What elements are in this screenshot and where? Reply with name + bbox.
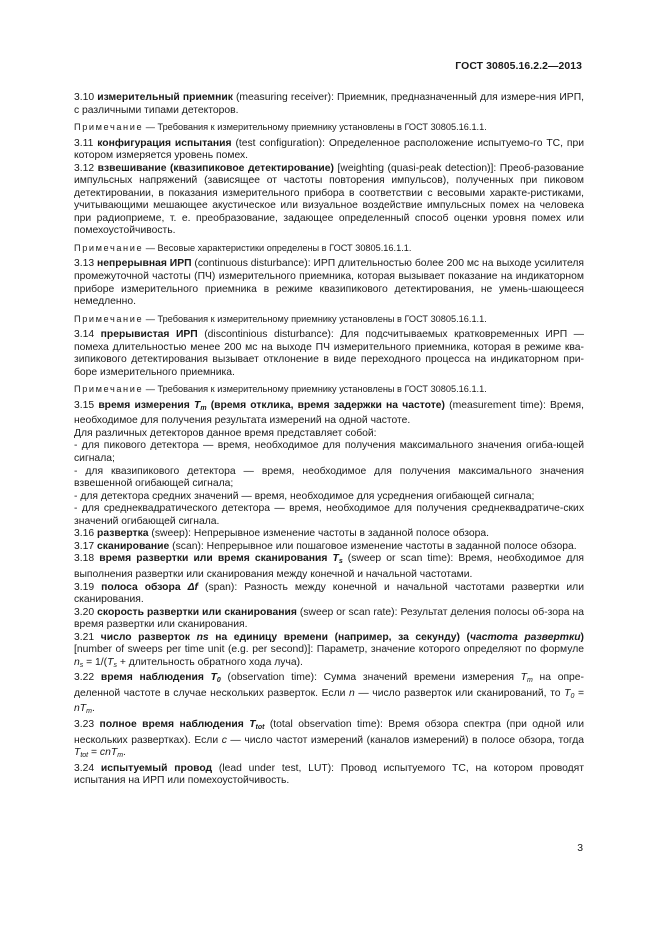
term: сканирование bbox=[97, 540, 170, 552]
section-3-19 bbox=[74, 582, 584, 607]
term: время развертки или время сканирования bbox=[99, 553, 333, 565]
note-label: Примечание bbox=[74, 122, 144, 133]
section-number: 3.11 bbox=[74, 137, 94, 149]
section-3-15 bbox=[74, 400, 584, 428]
term: на единицу времени (например, за секунду) ( bbox=[208, 631, 470, 643]
definition-text: (sweep or scan time): Время, необходимое для выполнения развертки или сканирования между конечной и начальной частотами. bbox=[74, 553, 584, 580]
note bbox=[74, 384, 584, 396]
symbol-subscript: m bbox=[200, 404, 207, 412]
note-label: Примечание bbox=[74, 242, 144, 253]
definition-text: на опре-деленной частоте в случае нескольких разверток. Если bbox=[74, 672, 584, 699]
formula-var: T bbox=[79, 703, 87, 715]
formula-var: cn bbox=[99, 747, 111, 759]
note bbox=[74, 243, 584, 255]
section-number: 3.23 bbox=[74, 718, 95, 730]
definition-text: (total observation time): Время обзора спектра (при одной или нескольких развертках). Если bbox=[74, 718, 584, 746]
section-number: 3.18 bbox=[74, 553, 95, 565]
term: время измерения bbox=[98, 399, 194, 411]
section-3-10 bbox=[74, 92, 584, 117]
definition-text: (sweep or scan rate): Результат деления полосы об-зора на время развертки или сканирования. bbox=[74, 606, 584, 631]
symbol: T bbox=[193, 399, 201, 411]
formula-var: T bbox=[74, 747, 81, 759]
section-number: 3.16 bbox=[74, 528, 95, 540]
term-synonym: частота развертки bbox=[469, 631, 581, 643]
formula-op: = 1/( bbox=[83, 656, 108, 668]
note-text: — Требования к измерительному приемнику установлены в ГОСТ 30805.16.1.1. bbox=[143, 384, 487, 395]
term: полоса обзора bbox=[101, 581, 188, 593]
definition-text: (observation time): Сумма значений времени измерения bbox=[220, 672, 521, 684]
note-text: — Весовые характеристики определены в ГОСТ 30805.16.1.1. bbox=[143, 242, 412, 253]
formula-op: = bbox=[574, 687, 584, 699]
formula-subscript: s bbox=[113, 661, 117, 669]
note-text: — Требования к измерительному приемнику установлены в ГОСТ 30805.16.1.1. bbox=[143, 313, 487, 324]
definition-text: (measurement time): Время, необходимое для получения результата измерений на одной частоте. bbox=[74, 399, 585, 427]
formula-var: n bbox=[74, 656, 80, 668]
section-number: 3.13 bbox=[74, 258, 95, 270]
definition-text: (discontinious disturbance): Для подсчитываемых кратковременных ИРП — помеха длительностью менее 200 мс на выходе ПЧ измерительного приемника, которая в режиме ква-зипикового детектирования вызывает отклонение в виде переходного процесса на индикаторном при-боре измерительного приемника. bbox=[74, 329, 585, 378]
note-text: — Требования к измерительному приемнику установлены в ГОСТ 30805.16.1.1. bbox=[143, 122, 487, 133]
symbol: Δf bbox=[187, 581, 198, 593]
formula-subscript: 0 bbox=[570, 692, 575, 700]
formula-var: T bbox=[107, 656, 114, 668]
section-number: 3.20 bbox=[74, 606, 95, 618]
note bbox=[74, 122, 584, 134]
symbol-subscript: 0 bbox=[216, 677, 221, 685]
definition-text: (lead under test, LUT): Провод испытуемого ТС, на котором проводят испытания на ИРП или помехоустойчивость. bbox=[74, 762, 584, 787]
formula-subscript: m bbox=[86, 708, 92, 716]
term: взвешивание (квазипиковое детектирование) bbox=[97, 162, 334, 174]
section-number: 3.14 bbox=[74, 329, 95, 341]
formula-op: . bbox=[91, 703, 95, 715]
list-item: - для пикового детектора — время, необходимое для получения максимального значения огиба-ющей сигнала; bbox=[74, 440, 584, 465]
formula-var: n bbox=[74, 703, 80, 715]
term: измерительный приемник bbox=[97, 92, 233, 103]
section-number: 3.12 bbox=[74, 162, 95, 174]
document-header: ГОСТ 30805.16.2.2—2013 bbox=[455, 61, 582, 72]
section-3-20 bbox=[74, 607, 584, 632]
term-synonyms: (время отклика, время задержки на частоте) bbox=[206, 399, 445, 411]
definition-text: [number of sweeps per time unit (e.g. per second)]: Параметр, значение которого определяют по формуле bbox=[74, 644, 584, 656]
formula-subscript: m bbox=[117, 752, 124, 760]
term: ) bbox=[580, 631, 584, 643]
formula-var: c bbox=[221, 734, 227, 746]
symbol: ns bbox=[196, 631, 209, 643]
section-3-17 bbox=[74, 541, 584, 554]
list-intro: Для различных детекторов данное время представляет собой: bbox=[74, 427, 377, 439]
section-number: 3.24 bbox=[74, 762, 95, 774]
term: непрерывная ИРП bbox=[97, 258, 192, 270]
term: полное время наблюдения bbox=[99, 718, 250, 730]
formula-op: . bbox=[123, 747, 126, 759]
section-3-13 bbox=[74, 258, 584, 308]
term: конфигурация испытания bbox=[97, 137, 232, 149]
list-item: - для квазипикового детектора — время, необходимое для получения максимального значения взвешенной огибающей сигнала; bbox=[74, 465, 584, 490]
section-3-18 bbox=[74, 553, 584, 581]
symbol: T bbox=[210, 672, 217, 684]
note-label: Примечание bbox=[74, 384, 144, 395]
section-3-16 bbox=[74, 528, 584, 541]
term: прерывистая ИРП bbox=[100, 329, 198, 341]
definition-text: (measuring receiver): Приемник, предназначенный для измере-ния ИРП, с различными типами детекторов. bbox=[74, 92, 584, 116]
term: число разверток bbox=[100, 631, 197, 643]
formula-text: + длительность обратного хода луча). bbox=[116, 656, 303, 668]
term: развертка bbox=[97, 528, 149, 540]
section-3-23 bbox=[74, 719, 584, 763]
definition-text: [weighting (quasi-peak detection)]: Преоб-разование импульсных напряжений (зависящее от частоты повторения импульсов), полученных при пиковом детектировании, в показания измерительного прибора в соответствии с весовыми характе-ристиками, учитывающими мешающее акустическое или визуальное воздействие импульсных помех на человека при радиоприеме, т. е. преобразование, задающее определенный способ оценки уровня помех или помехоустойчивость. bbox=[74, 162, 585, 237]
page-number: 3 bbox=[577, 843, 583, 854]
symbol: T bbox=[332, 553, 339, 565]
definition-text: — число частот измерений (каналов измерений) в полосе обзора, тогда bbox=[226, 734, 584, 746]
symbol-subscript: s bbox=[338, 558, 343, 566]
section-3-22 bbox=[74, 672, 584, 719]
formula-subscript: s bbox=[79, 661, 84, 669]
section-3-21 bbox=[74, 632, 584, 673]
definition-text: (continuous disturbance): ИРП длительностью более 200 мс на выходе усилителя промежуточной частоты (ПЧ) измерительного приемника, которая вызывает показание на индикаторном приборе измерительного приемника в режиме квазипикового детектирования, не умень-шающееся немедленно. bbox=[74, 258, 584, 308]
formula-subscript: tot bbox=[80, 752, 89, 760]
note-label: Примечание bbox=[74, 313, 144, 324]
formula-var: n bbox=[349, 687, 355, 699]
section-3-11 bbox=[74, 138, 584, 163]
term: испытуемый провод bbox=[100, 762, 213, 774]
section-number: 3.17 bbox=[74, 540, 95, 552]
note bbox=[74, 314, 584, 326]
definition-text: — число разверток или сканирований, то bbox=[354, 687, 565, 699]
list-item: - для среднеквадратического детектора — время, необходимое для получения среднеквадратиче-ских значений огибающей сигнала. bbox=[74, 503, 584, 527]
list-item: - для детектора средних значений — время, необходимое для усреднения огибающей сигнала; bbox=[74, 490, 535, 502]
formula-var: T bbox=[110, 747, 118, 759]
section-3-12 bbox=[74, 163, 584, 238]
section-number: 3.15 bbox=[74, 399, 95, 411]
definition-text: (scan): Непрерывное или пошаговое изменение частоты в заданной полосе обзора. bbox=[169, 540, 577, 552]
definition-text: (test configuration): Определенное расположение испытуемо-го ТС, при котором измеряется уровень помех. bbox=[74, 137, 584, 162]
definition-text: (span): Разность между конечной и начальной частотами развертки или сканирования. bbox=[74, 581, 584, 606]
formula-var: T bbox=[564, 687, 571, 699]
section-number: 3.22 bbox=[74, 672, 95, 684]
section-3-14 bbox=[74, 329, 584, 379]
section-3-24 bbox=[74, 763, 584, 788]
definition-text: (sweep): Непрерывное изменение частоты в заданной полосе обзора. bbox=[148, 528, 490, 540]
document-body bbox=[74, 92, 584, 788]
symbol: T bbox=[249, 718, 256, 730]
formula-subscript: m bbox=[527, 677, 533, 685]
section-number: 3.10 bbox=[74, 92, 95, 103]
symbol-subscript: tot bbox=[255, 723, 265, 731]
section-number: 3.21 bbox=[74, 631, 95, 643]
term: скорость развертки или сканирования bbox=[97, 606, 297, 618]
formula-var: T bbox=[520, 672, 527, 684]
section-number: 3.19 bbox=[74, 581, 95, 593]
term: время наблюдения bbox=[100, 672, 211, 684]
formula-op: = bbox=[88, 747, 100, 759]
